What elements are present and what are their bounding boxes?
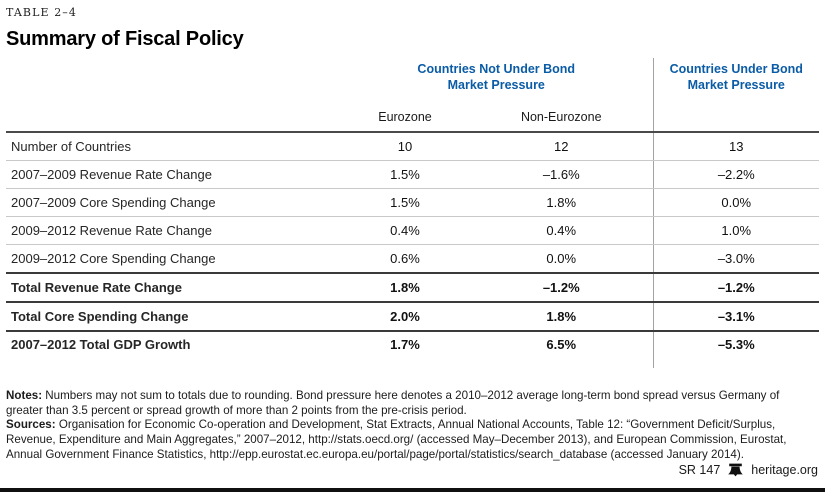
notes-line bbox=[6, 389, 818, 418]
cell-value: 0.4% bbox=[340, 217, 470, 245]
cell-value: 0.6% bbox=[340, 245, 470, 274]
cell-value: 1.5% bbox=[340, 161, 470, 189]
group-header-row bbox=[6, 58, 819, 109]
cell-value: –1.2% bbox=[470, 273, 653, 302]
row-label: Number of Countries bbox=[6, 132, 340, 161]
bottom-rule bbox=[0, 488, 825, 492]
cell-value: 0.0% bbox=[653, 189, 819, 217]
cell-value: –5.3% bbox=[653, 331, 819, 368]
group-header-under-bond bbox=[653, 58, 819, 109]
row-label: Total Core Spending Change bbox=[6, 302, 340, 331]
table-row-total bbox=[6, 273, 819, 302]
table-row bbox=[6, 189, 819, 217]
footer-site: heritage.org bbox=[751, 463, 818, 477]
cell-value: –3.0% bbox=[653, 245, 819, 274]
table-row bbox=[6, 217, 819, 245]
row-label: 2007–2009 Revenue Rate Change bbox=[6, 161, 340, 189]
cell-value: 1.5% bbox=[340, 189, 470, 217]
sub-header-row bbox=[6, 109, 819, 132]
table-row-total bbox=[6, 302, 819, 331]
table-row bbox=[6, 245, 819, 274]
row-label: 2007–2009 Core Spending Change bbox=[6, 189, 340, 217]
report-id: SR 147 bbox=[678, 463, 721, 477]
cell-value: –1.6% bbox=[470, 161, 653, 189]
cell-value: –1.2% bbox=[653, 273, 819, 302]
liberty-bell-icon bbox=[727, 463, 744, 477]
cell-value: 1.0% bbox=[653, 217, 819, 245]
cell-value: –2.2% bbox=[653, 161, 819, 189]
cell-value: 1.7% bbox=[390, 337, 420, 352]
page-footer bbox=[679, 463, 818, 477]
cell-value: –3.1% bbox=[653, 302, 819, 331]
group-header-not-under-bond bbox=[340, 58, 653, 109]
notes-sources-block bbox=[6, 389, 818, 463]
cell-value: 0.0% bbox=[470, 245, 653, 274]
cell-value: 1.8% bbox=[340, 273, 470, 302]
page-title: Summary of Fiscal Policy bbox=[6, 28, 244, 50]
row-label: 2009–2012 Core Spending Change bbox=[6, 245, 340, 274]
row-label: Total Revenue Rate Change bbox=[6, 273, 340, 302]
cell-value: 13 bbox=[653, 132, 819, 161]
table-row bbox=[6, 161, 819, 189]
sub-header-spacer bbox=[6, 109, 340, 132]
group-header-under-bond-label: Countries Under Bond Market Pressure bbox=[669, 62, 803, 92]
table-number-label: TABLE 2–4 bbox=[6, 6, 77, 19]
row-label: 2009–2012 Revenue Rate Change bbox=[6, 217, 340, 245]
sub-header-non-eurozone: Non-Eurozone bbox=[470, 109, 653, 132]
sub-header-under-bond-spacer bbox=[653, 109, 819, 132]
cell-value: 6.5% bbox=[546, 337, 577, 352]
sources-text: Organisation for Economic Co-operation and Development, Stat Extracts, Annual National Accounts, Table 12: “Government Deficit/Surplus, Revenue, Expenditure and Main Aggregates,” 2007–2012, http://stats.oecd.org/ (accessed May–December 2013), and European Commission, Eurostat, Annual Government Finance Statistics, http://epp.eurostat.ec.europa.eu/portal/page/portal/statistics/search_database (accessed January 2014). bbox=[6, 418, 787, 461]
cell-value: 10 bbox=[340, 132, 470, 161]
notes-label: Notes: bbox=[6, 389, 43, 402]
cell-value: 0.4% bbox=[470, 217, 653, 245]
group-header-spacer bbox=[6, 58, 340, 109]
sub-header-eurozone: Eurozone bbox=[340, 109, 470, 132]
table-row-total bbox=[6, 331, 819, 368]
sources-label: Sources: bbox=[6, 418, 56, 432]
fiscal-policy-table bbox=[6, 58, 819, 368]
cell-value: 1.8% bbox=[470, 302, 653, 331]
sources-line bbox=[6, 418, 818, 462]
cell-value: 1.8% bbox=[470, 189, 653, 217]
row-label: 2007–2012 Total GDP Growth bbox=[11, 337, 191, 352]
cell-value: 12 bbox=[470, 132, 653, 161]
notes-text: Numbers may not sum to totals due to rounding. Bond pressure here denotes a 2010–2012 average long-term bond spread versus Germany of greater than 3.5 percent or spread growth of more than 2 points from the pre-crisis period. bbox=[6, 389, 780, 417]
cell-value: 2.0% bbox=[340, 302, 470, 331]
table-row bbox=[6, 132, 819, 161]
group-header-not-under-bond-label: Countries Not Under Bond Market Pressure bbox=[417, 62, 576, 92]
